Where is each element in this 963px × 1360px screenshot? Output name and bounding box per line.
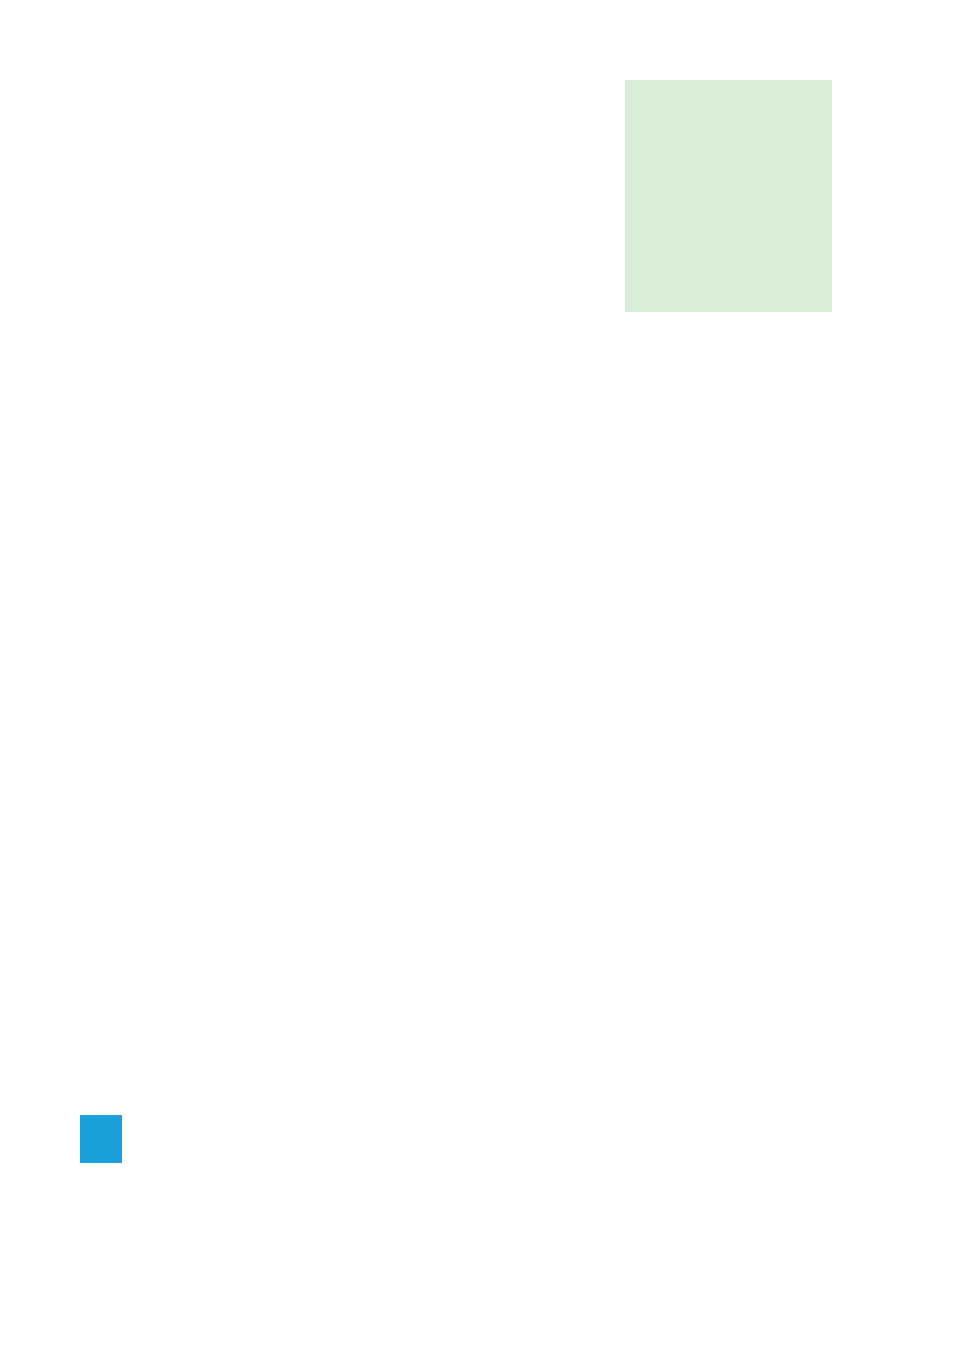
footnote-wrap-region (80, 78, 832, 312)
question-mark-icon (80, 1115, 122, 1163)
footnote-box (625, 80, 832, 312)
story-text (80, 78, 832, 312)
